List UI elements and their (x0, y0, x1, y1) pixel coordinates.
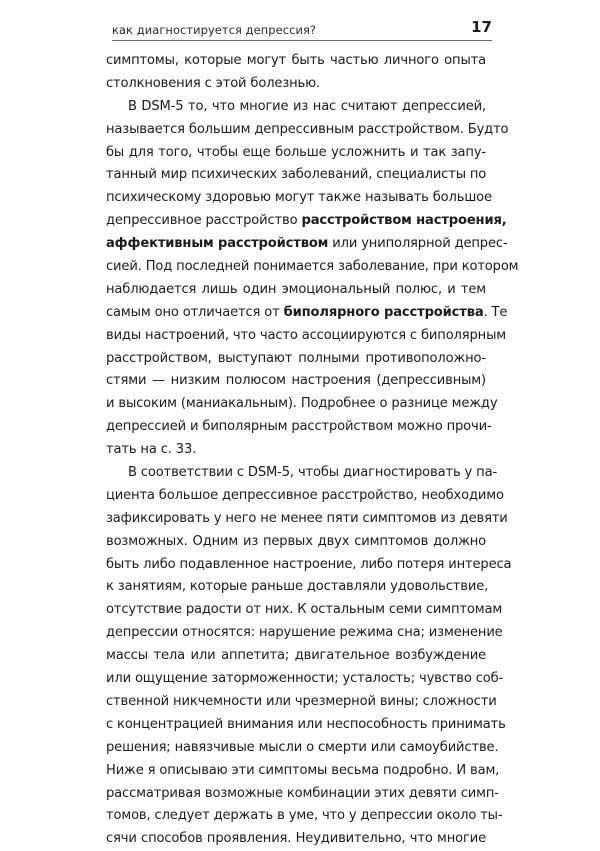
text-line: называется большим депрессивным расстройством. Будто (106, 121, 509, 137)
text-segment: или униполярной депрес- (328, 236, 508, 252)
text-line: бы для того, чтобы еще больше усложнить и так запу- (106, 144, 486, 160)
text-line (106, 302, 508, 325)
text-line: депрессии относятся: нарушение режима сна; изменение (106, 625, 503, 641)
text-line: с концентрацией внимания или неспособность принимать (106, 716, 506, 732)
chapter-title: как диагностируется депрессия? (112, 23, 317, 37)
text-line: или ощущение заторможенности; усталость; чувство соб- (106, 671, 504, 687)
text-line: наблюдается лишь один эмоциональный полюс, и тем (106, 281, 486, 297)
body-text (106, 50, 519, 851)
text-line: массы тела или аппетита; двигательное возбуждение (106, 648, 486, 664)
text-line: сячи способов проявления. Неудивительно, что многие (106, 831, 486, 847)
text-line: симптомы, которые могут быть частью личного опыта (106, 53, 486, 68)
text-line: В соответствии с DSM-5, чтобы диагностировать у па- (128, 465, 498, 481)
text-line: зафиксировать у него не менее пяти симптомов из девяти (106, 510, 508, 526)
text-segment: самым оно отличается от (106, 304, 284, 320)
page-number: 17 (471, 18, 492, 36)
text-segment: . Те (483, 304, 508, 320)
text-line: рассматривая возможные комбинации этих девяти симп- (106, 785, 499, 801)
text-line: циента большое депрессивное расстройство, необходимо (106, 487, 504, 503)
text-line: депрессией и биполярным расстройством можно прочи- (106, 419, 492, 435)
text-line: столкновения с этой болезнью. (106, 75, 321, 91)
text-segment: депрессивное расстройство (106, 213, 302, 229)
text-line: психическому здоровью могут также называть большое (106, 190, 492, 206)
text-line: виды настроений, что часто ассоциируются с биполярным (106, 327, 506, 343)
bold-term-affective-disorder: аффективным расстройством (106, 236, 329, 252)
text-line: томов, следует держать в уме, что у депрессии около ты- (106, 808, 503, 824)
bold-term-mood-disorder: расстройством настроения, (301, 213, 507, 229)
text-line: отсутствие радости от них. К остальным семи симптомам (106, 602, 503, 618)
text-line: Ниже я описываю эти симптомы весьма подробно. И вам, (106, 762, 500, 778)
text-line: быть либо подавленное настроение, либо потеря интереса (106, 556, 512, 572)
text-line: к занятиям, которые раньше доставляли удовольствие, (106, 579, 489, 595)
text-line: танный мир психических заболеваний, специалисты по (106, 167, 487, 183)
text-line: тать на с. 33. (106, 442, 197, 458)
text-line (106, 210, 507, 233)
text-line: расстройством, выступают полными противоположно- (106, 350, 486, 366)
text-line: В DSM-5 то, что многие из нас считают депрессией, (128, 98, 486, 114)
header-divider (112, 40, 492, 41)
text-line: стями — низким полюсом настроения (депрессивным) (106, 373, 486, 389)
text-line: возможных. Одним из первых двух симптомов должно (106, 533, 486, 549)
running-header (112, 18, 492, 41)
text-line (106, 233, 508, 256)
text-line: и высоким (маниакальным). Подробнее о разнице между (106, 396, 498, 412)
bold-term-bipolar-disorder: биполярного расстройства (283, 304, 484, 320)
text-line: сией. Под последней понимается заболевание, при котором (106, 259, 519, 275)
text-line: решения; навязчивые мысли о смерти или самоубийстве. (106, 739, 499, 755)
text-line: ственной никчемности или чрезмерной вины; сложности (106, 693, 497, 709)
